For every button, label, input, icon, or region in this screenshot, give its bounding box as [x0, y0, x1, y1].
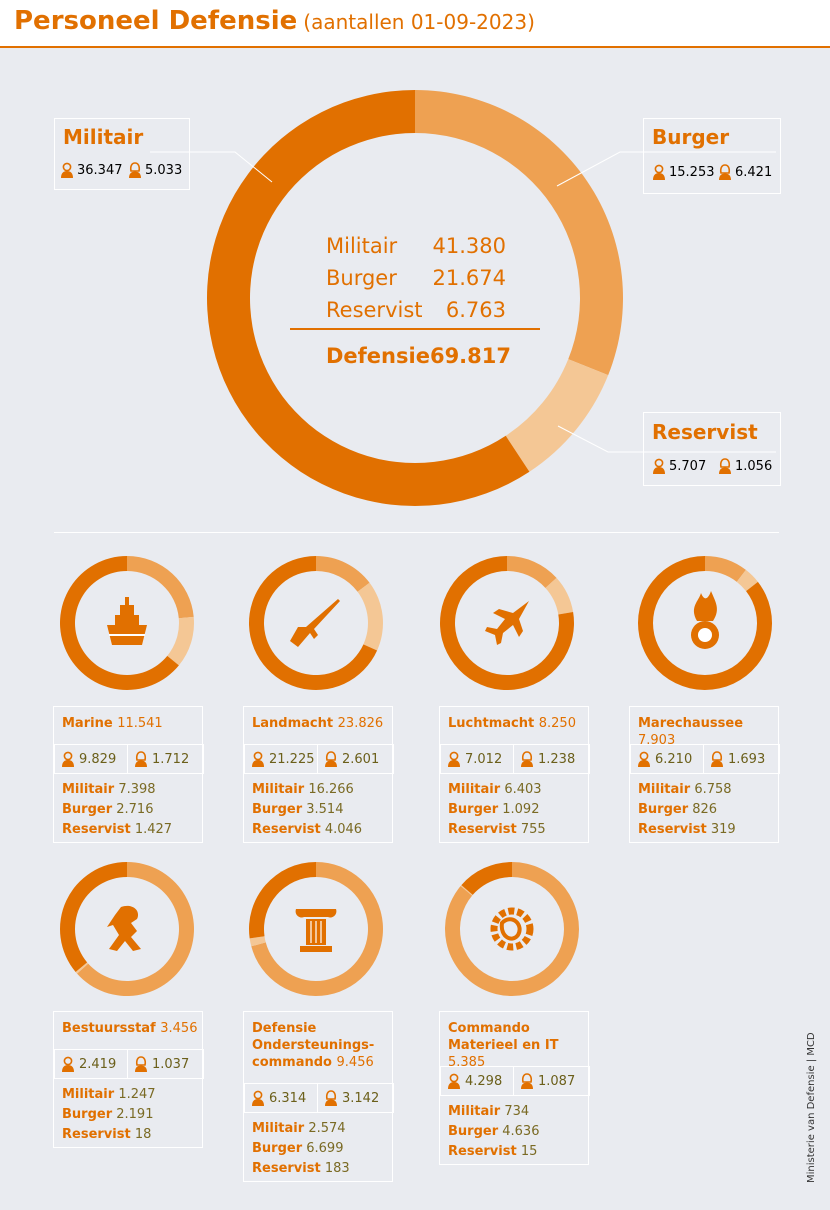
unit-breakdown [638, 780, 736, 840]
unit-row-reservist: Reservist 755 [448, 822, 546, 837]
unit-name: Commando Materieel en IT 5.385 [448, 1021, 559, 1070]
rifle-icon [290, 599, 340, 647]
woman-icon [128, 162, 142, 178]
unit-man-count: 4.298 [440, 1066, 514, 1096]
donut-slice-militair [461, 862, 512, 895]
unit-card [243, 706, 393, 843]
credit: Ministerie van Defensie | MCD [806, 1032, 817, 1183]
donut-slice-burger [507, 556, 557, 588]
unit-row-militair: Militair 6.403 [448, 782, 542, 797]
burger-man-count: 15.253 [652, 164, 715, 180]
section-divider [54, 532, 779, 533]
unit-breakdown [252, 1119, 350, 1179]
unit-breakdown [62, 780, 172, 840]
unit-woman-count: 2.601 [317, 744, 394, 774]
donut-slice-militair [249, 862, 316, 938]
woman-icon [710, 751, 724, 767]
woman-icon [134, 1056, 148, 1072]
gear-knot-icon [494, 911, 530, 947]
unit-breakdown [448, 780, 546, 840]
unit-name: Marechaussee 7.903 [638, 716, 744, 748]
unit-card [629, 706, 779, 843]
unit-row-militair: Militair 1.247 [62, 1087, 156, 1102]
reservist-woman-count: 1.056 [718, 458, 772, 474]
man-icon [61, 751, 75, 767]
unit-card [53, 706, 203, 843]
unit-row-reservist: Reservist 319 [638, 822, 736, 837]
unit-man-count: 2.419 [54, 1049, 128, 1079]
militair-label: Militair [63, 125, 144, 149]
unit-man-count: 21.225 [244, 744, 318, 774]
reservist-man-count: 5.707 [652, 458, 706, 474]
unit-card [243, 1011, 393, 1182]
woman-icon [324, 751, 338, 767]
militair-man-count: 36.347 [60, 162, 123, 178]
summary-row-total: Defensie 69.817 [326, 344, 511, 368]
woman-icon [134, 751, 148, 767]
burger-label: Burger [652, 125, 730, 149]
unit-breakdown [62, 1085, 156, 1145]
column-icon [296, 909, 337, 952]
woman-icon [324, 1090, 338, 1106]
donut-slice-reservist [167, 617, 194, 666]
unit-woman-count: 1.087 [513, 1066, 590, 1096]
unit-donut-7 [445, 862, 579, 996]
man-icon [251, 1090, 265, 1106]
unit-row-reservist: Reservist 1.427 [62, 822, 173, 837]
summary-row-militair: Militair 41.380 [326, 234, 506, 258]
unit-card [53, 1011, 203, 1148]
ship-icon [107, 597, 147, 645]
unit-row-burger: Burger 826 [638, 802, 718, 817]
donut-slice-reservist [506, 359, 608, 472]
man-icon [652, 164, 666, 180]
unit-row-militair: Militair 16.266 [252, 782, 354, 797]
woman-icon [718, 164, 732, 180]
unit-row-burger: Burger 1.092 [448, 802, 540, 817]
unit-row-burger: Burger 3.514 [252, 802, 344, 817]
unit-row-burger: Burger 2.191 [62, 1107, 154, 1122]
unit-name: Defensie Ondersteunings- commando 9.456 [252, 1021, 375, 1070]
unit-man-count: 6.210 [630, 744, 704, 774]
unit-woman-count: 1.037 [127, 1049, 204, 1079]
donut-slice-burger [127, 556, 194, 618]
woman-icon [520, 1073, 534, 1089]
unit-row-reservist: Reservist 18 [62, 1127, 152, 1142]
man-icon [60, 162, 74, 178]
unit-name: Marine 11.541 [62, 716, 163, 731]
unit-woman-count: 1.712 [127, 744, 204, 774]
unit-row-reservist: Reservist 4.046 [252, 822, 363, 837]
donut-summary [326, 230, 546, 372]
unit-row-militair: Militair 734 [448, 1104, 530, 1119]
unit-card [439, 1011, 589, 1165]
unit-row-burger: Burger 2.716 [62, 802, 154, 817]
summary-row-reservist: Reservist 6.763 [326, 298, 506, 322]
unit-name: Luchtmacht 8.250 [448, 716, 576, 731]
page-title: Personeel Defensie (aantallen 01-09-2023) [14, 6, 535, 36]
unit-row-militair: Militair 7.398 [62, 782, 156, 797]
unit-woman-count: 1.238 [513, 744, 590, 774]
woman-icon [718, 458, 732, 474]
burger-woman-count: 6.421 [718, 164, 772, 180]
unit-man-count: 6.314 [244, 1083, 318, 1113]
unit-woman-count: 1.693 [703, 744, 780, 774]
militair-woman-count: 5.033 [128, 162, 182, 178]
man-icon [251, 751, 265, 767]
unit-row-burger: Burger 4.636 [448, 1124, 540, 1139]
man-icon [61, 1056, 75, 1072]
unit-card [439, 706, 589, 843]
unit-breakdown [252, 780, 362, 840]
unit-row-reservist: Reservist 183 [252, 1161, 350, 1176]
donut-slice-reservist [358, 583, 383, 651]
summary-divider [290, 328, 540, 330]
unit-man-count: 9.829 [54, 744, 128, 774]
unit-man-count: 7.012 [440, 744, 514, 774]
woman-icon [520, 751, 534, 767]
unit-row-reservist: Reservist 15 [448, 1144, 538, 1159]
jet-icon [485, 601, 529, 645]
grenade-flame-icon [691, 591, 719, 649]
page-subtitle: (aantallen 01-09-2023) [303, 10, 535, 34]
man-icon [447, 1073, 461, 1089]
reservist-label: Reservist [652, 420, 758, 444]
unit-row-militair: Militair 2.574 [252, 1121, 346, 1136]
unit-breakdown [448, 1102, 539, 1162]
man-icon [637, 751, 651, 767]
unit-woman-count: 3.142 [317, 1083, 394, 1113]
unit-name: Landmacht 23.826 [252, 716, 384, 731]
man-icon [447, 751, 461, 767]
unit-row-burger: Burger 6.699 [252, 1141, 344, 1156]
lion-icon [107, 906, 141, 951]
summary-row-burger: Burger 21.674 [326, 266, 506, 290]
man-icon [652, 458, 666, 474]
donut-slice-burger [316, 556, 370, 592]
unit-row-militair: Militair 6.758 [638, 782, 732, 797]
unit-name: Bestuursstaf 3.456 [62, 1021, 198, 1036]
